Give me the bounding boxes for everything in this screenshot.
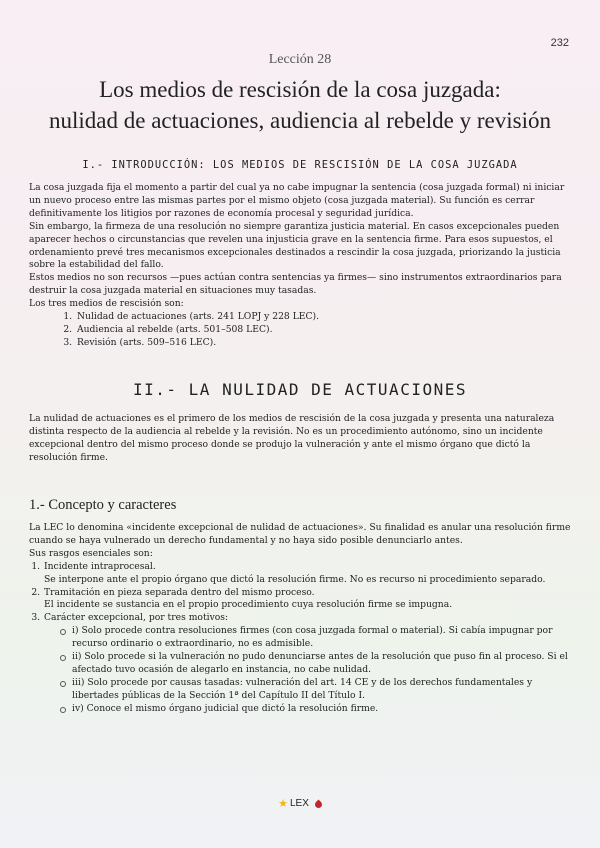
- motives-list: [44, 625, 574, 715]
- subsection-heading: 1.- Concepto y caracteres: [29, 497, 177, 513]
- feature-item: [43, 587, 574, 613]
- list-item: 3. Revisión (arts. 509–516 LEC).: [75, 337, 574, 350]
- feature-detail: El incidente se sustancia en el propio procedimiento cuya resolución firme se impugna.: [44, 599, 453, 611]
- subsection-body: [29, 522, 574, 716]
- paragraph: La cosa juzgada fija el momento a partir del cual ya no cabe impugnar la sentencia (cosa juzgada formal) ni iniciar un nuevo proceso entre las mismas partes por el mismo objeto (cosa juzgada material). Su función es cerrar definitivamente los litigios por razones de economía procesal y seguridad jurídica.: [29, 182, 565, 219]
- brand-text: LEX: [289, 798, 309, 809]
- feature-detail: Se interpone ante el propio órgano que dictó la resolución firme. No es recurso ni procedimiento separado.: [44, 573, 546, 585]
- motive-item: ii) Solo procede si la vulneración no pudo denunciarse antes de la resolución que puso fin al proceso. Si el afectado tuvo ocasión de alegarlo en instancia, no cabe nulidad.: [60, 651, 574, 677]
- paragraph: Sin embargo, la firmeza de una resolución no siempre garantiza justicia material. En casos excepcionales pueden aparecer hechos o circunstancias que revelen una injusticia grave en la sentencia firme. Para esos supuestos, el ordenamiento prevé tres mecanismos excepcionales destinados a rescindir la cosa juzgada, priorizando la justicia sobre la estabilidad del fallo.: [29, 220, 561, 271]
- section-2-heading: II.- LA NULIDAD DE ACTUACIONES: [133, 380, 467, 399]
- feature-title: Incidente intraprocesal.: [44, 560, 156, 572]
- list-item: 2. Audiencia al rebelde (arts. 501–508 LEC).: [75, 324, 574, 337]
- paragraph: Estos medios no son recursos —pues actúan contra sentencias ya firmes— sino instrumentos extraordinarios para destruir la cosa juzgada material en situaciones muy tasadas.: [29, 272, 562, 297]
- star-icon: ★: [278, 798, 288, 810]
- paragraph: La LEC lo denomina «incidente excepcional de nulidad de actuaciones». Su finalidad es anular una resolución firme cuando se haya vulnerado un derecho fundamental y no haya sido posible denunciarlo antes.: [29, 522, 571, 546]
- section-1-heading: I.- INTRODUCCIÓN: LOS MEDIOS DE RESCISIÓN DE LA COSA JUZGADA: [82, 159, 518, 171]
- feature-item: [43, 561, 574, 587]
- rescission-list: [29, 311, 574, 350]
- motive-item: iii) Solo procede por causas tasadas: vulneración del art. 14 CE y de los derechos fundamentales y libertades públicas de la Sección 1ª del Capítulo II del Título I.: [60, 677, 574, 703]
- paragraph: La nulidad de actuaciones es el primero de los medios de rescisión de la cosa juzgada y presenta una naturaleza distinta respecto de la audiencia al rebelde y la revisión. No es un procedimiento autónomo, sino un incidente excepcional dentro del mismo proceso donde se produjo la vulneración y ante el mismo órgano que dictó la resolución firme.: [29, 413, 555, 463]
- lesson-label: Lección 28: [268, 52, 332, 67]
- feature-item: [43, 612, 574, 715]
- feature-title: Carácter excepcional, por tres motivos:: [44, 612, 229, 624]
- drop-icon: [313, 800, 323, 810]
- motive-item: iv) Conoce el mismo órgano judicial que dictó la resolución firme.: [60, 703, 574, 716]
- motive-item: i) Solo procede contra resoluciones firmes (con cosa juzgada formal o material). Si cabía impugnar por recurso ordinario o extraordinario, no es admisible.: [60, 625, 574, 651]
- section-1-body: [29, 182, 574, 350]
- paragraph: Los tres medios de rescisión son:: [29, 298, 184, 310]
- features-list: [29, 561, 574, 716]
- feature-title: Tramitación en pieza separada dentro del mismo proceso.: [44, 586, 315, 598]
- footer-brand: [0, 797, 600, 810]
- list-item: 1. Nulidad de actuaciones (arts. 241 LOPJ y 228 LEC).: [75, 311, 574, 324]
- paragraph: Sus rasgos esenciales son:: [29, 547, 153, 559]
- title-line-2: nulidad de actuaciones, audiencia al rebelde y revisión: [49, 108, 551, 133]
- title-line-1: Los medios de rescisión de la cosa juzgada:: [99, 77, 501, 102]
- page-number: 232: [550, 37, 569, 49]
- page-title: [0, 74, 600, 136]
- section-2-body: [29, 413, 574, 465]
